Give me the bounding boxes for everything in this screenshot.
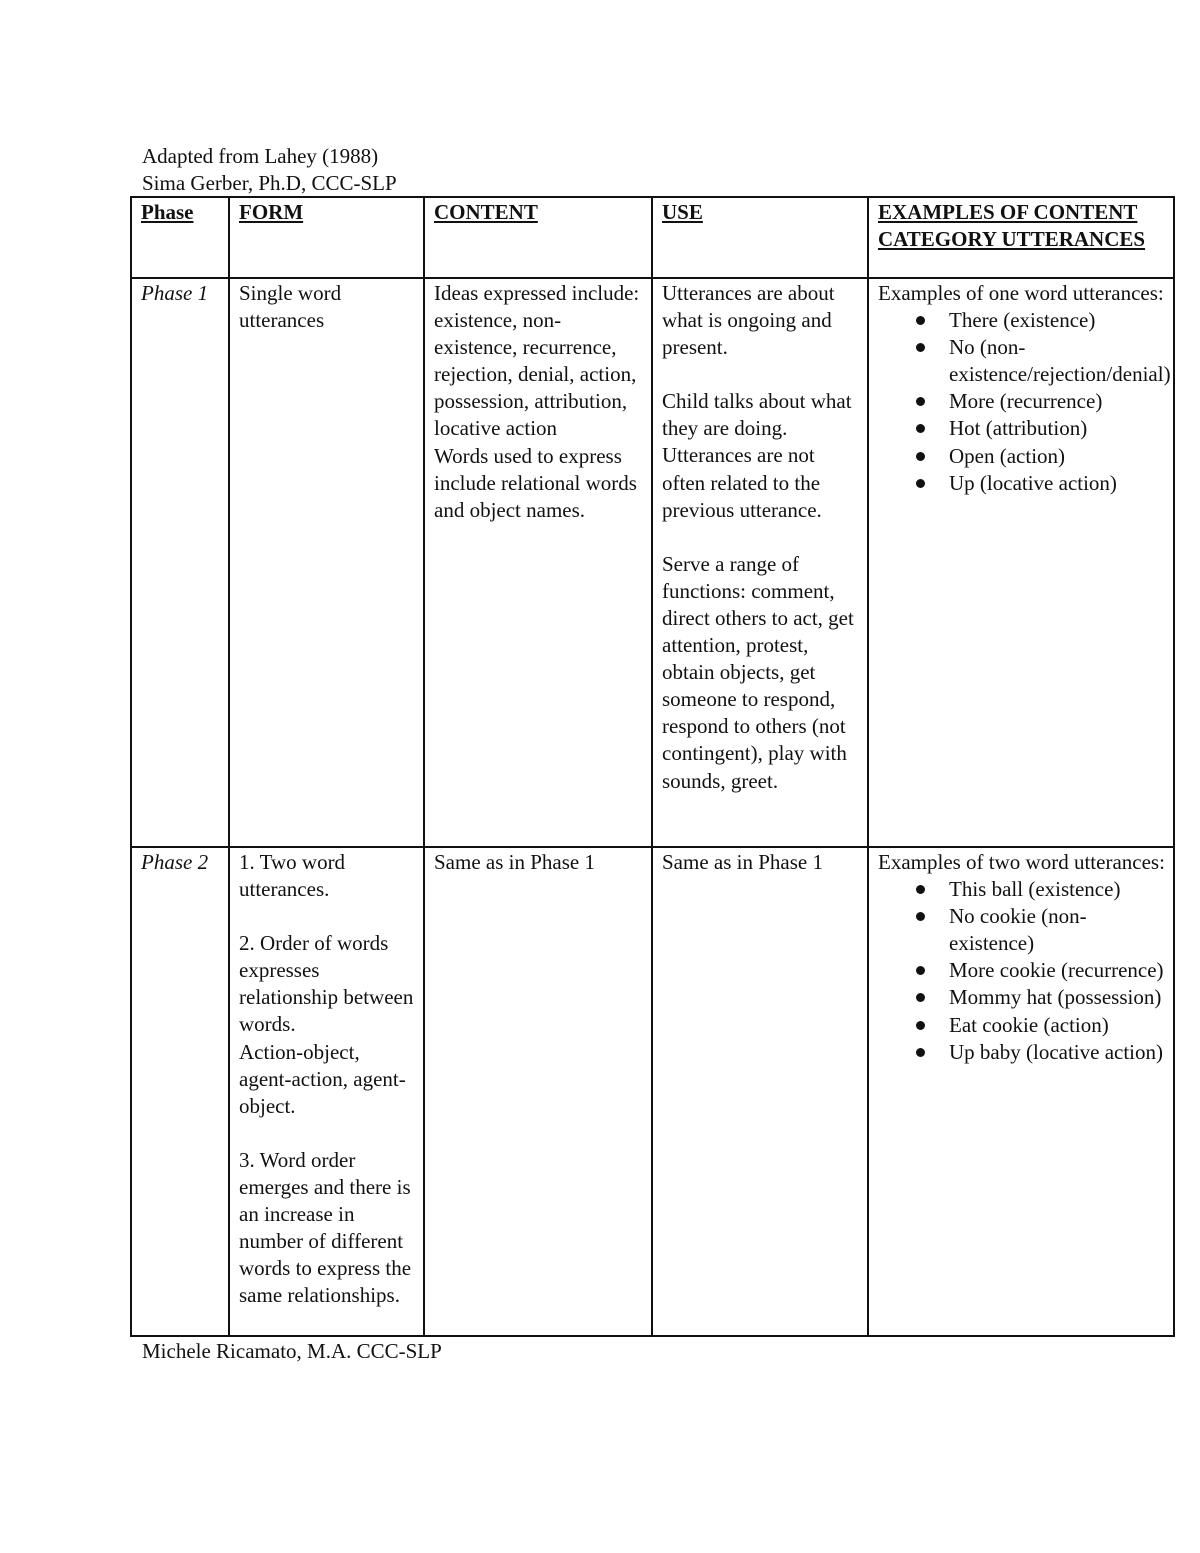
footer-author: Michele Ricamato, M.A. CCC-SLP — [142, 1339, 442, 1363]
form-paragraph: 3. Word order emerges and there is an increase in number of different words to express the same relationships. — [239, 1147, 412, 1308]
example-text: Eat cookie (action) — [949, 1012, 1109, 1037]
phase-label: Phase 1 — [131, 278, 229, 847]
list-item — [878, 984, 1165, 1011]
list-item — [878, 1039, 1165, 1066]
source-citation: Adapted from Lahey (1988) — [142, 144, 379, 168]
use-paragraph: Utterances are not often related to the previous utterance. — [662, 443, 822, 522]
form-paragraph: 2. Order of words expresses relationship between words. — [239, 931, 414, 1037]
example-text: No cookie (non-existence) — [949, 904, 1087, 956]
examples-cell — [868, 278, 1174, 847]
example-text: Up (locative action) — [949, 470, 1117, 495]
form-paragraph: Action-object, agent-action, agent-object. — [239, 1039, 406, 1118]
examples-list — [878, 307, 1171, 497]
use-paragraph: Child talks about what they are doing. — [662, 389, 852, 441]
use-cell — [652, 847, 868, 1336]
examples-intro: Examples of two word utterances: — [878, 850, 1165, 874]
example-text: More cookie (recurrence) — [949, 958, 1164, 983]
bullet-icon — [916, 912, 925, 921]
list-item — [878, 903, 1165, 957]
use-paragraph: Utterances are about what is ongoing and present. — [662, 281, 835, 360]
list-item — [878, 334, 1171, 388]
language-phases-table — [130, 196, 1175, 1337]
paragraph-spacer — [662, 361, 859, 388]
column-header-content: CONTENT — [424, 197, 652, 278]
list-item — [878, 470, 1165, 497]
table-row — [131, 847, 1174, 1336]
content-cell — [424, 847, 652, 1336]
column-header-use: USE — [652, 197, 868, 278]
paragraph-spacer — [239, 1120, 415, 1147]
bullet-icon — [916, 885, 925, 894]
phase-label: Phase 2 — [131, 847, 229, 1336]
example-text: There (existence) — [949, 308, 1096, 333]
bullet-icon — [916, 1021, 925, 1030]
examples-list — [878, 876, 1165, 1066]
example-text: Up baby (locative action) — [949, 1039, 1163, 1064]
use-paragraph: Serve a range of functions: comment, direct others to act, get attention, protest, obtain objects, get someone to respond, respond to others (not contingent), play with sounds, greet. — [662, 551, 854, 793]
content-paragraph: Ideas expressed include: existence, non-existence, recurrence, rejection, denial, action, possession, attribution, locative action — [434, 281, 640, 441]
bullet-icon — [916, 479, 925, 488]
content-paragraph: Words used to express include relational words and object names. — [434, 443, 637, 522]
example-text: More (recurrence) — [949, 389, 1103, 414]
list-item — [878, 388, 1165, 415]
bullet-icon — [916, 316, 925, 325]
form-paragraph: Single word utterances — [239, 281, 342, 333]
paragraph-spacer — [239, 903, 415, 930]
list-item — [878, 307, 1165, 334]
example-text: This ball (existence) — [949, 877, 1121, 902]
example-text: Hot (attribution) — [949, 416, 1088, 441]
bullet-icon — [916, 966, 925, 975]
examples-intro: Examples of one word utterances: — [878, 281, 1164, 305]
use-cell — [652, 278, 868, 847]
bullet-icon — [916, 452, 925, 461]
list-item — [878, 957, 1165, 984]
form-cell — [229, 847, 424, 1336]
table-header-row — [131, 197, 1174, 278]
bullet-icon — [916, 993, 925, 1002]
example-text: Mommy hat (possession) — [949, 985, 1162, 1010]
example-text: Open (action) — [949, 443, 1066, 468]
content-cell — [424, 278, 652, 847]
list-item — [878, 1012, 1165, 1039]
use-paragraph: Same as in Phase 1 — [662, 850, 823, 874]
list-item — [878, 415, 1165, 442]
bullet-icon — [916, 424, 925, 433]
paragraph-spacer — [662, 524, 859, 551]
author-credit: Sima Gerber, Ph.D, CCC-SLP — [142, 171, 397, 195]
content-paragraph: Same as in Phase 1 — [434, 850, 595, 874]
example-text: No (non-existence/rejection/denial) — [949, 335, 1171, 387]
form-cell — [229, 278, 424, 847]
table-row — [131, 278, 1174, 847]
examples-cell — [868, 847, 1174, 1336]
column-header-form: FORM — [229, 197, 424, 278]
column-header-phase: Phase — [131, 197, 229, 278]
bullet-icon — [916, 343, 925, 352]
form-paragraph: 1. Two word utterances. — [239, 850, 346, 902]
bullet-icon — [916, 397, 925, 406]
list-item — [878, 443, 1165, 470]
list-item — [878, 876, 1165, 903]
column-header-examples: EXAMPLES OF CONTENT CATEGORY UTTERANCES — [868, 197, 1174, 278]
bullet-icon — [916, 1048, 925, 1057]
